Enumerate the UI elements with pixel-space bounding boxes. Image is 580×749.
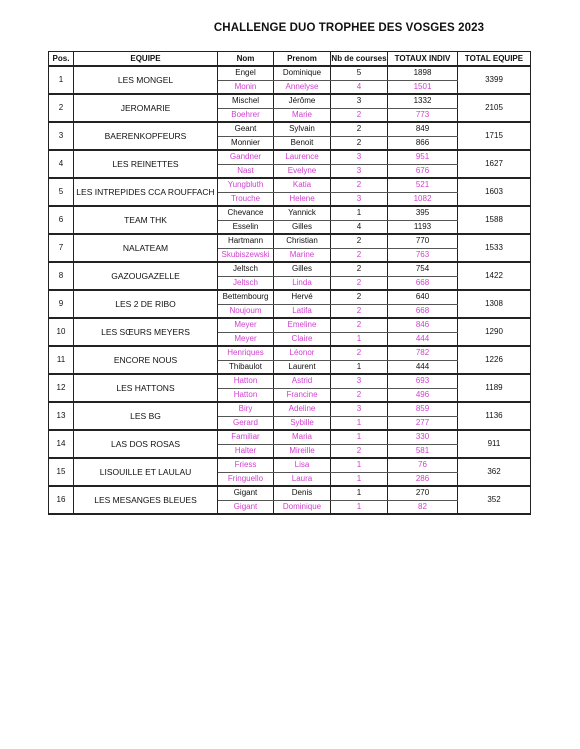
member-lastname: Hatton	[218, 388, 274, 402]
member-total: 676	[388, 164, 458, 178]
table-body	[49, 66, 531, 514]
member-firstname: Maria	[274, 430, 331, 444]
table-row	[49, 430, 531, 444]
member-firstname: Adeline	[274, 402, 331, 416]
header-equipe: EQUIPE	[74, 52, 218, 67]
member-firstname: Katia	[274, 178, 331, 192]
team-position: 11	[49, 346, 74, 374]
ranking-table	[48, 51, 531, 515]
team-total: 1308	[458, 290, 531, 318]
member-lastname: Nast	[218, 164, 274, 178]
member-total: 1898	[388, 66, 458, 80]
member-lastname: Thibaulot	[218, 360, 274, 374]
team-name: LES MONGEL	[74, 66, 218, 94]
member-race-count: 3	[331, 402, 388, 416]
team-position: 12	[49, 374, 74, 402]
member-race-count: 2	[331, 444, 388, 458]
team-total: 1588	[458, 206, 531, 234]
member-lastname: Boehrer	[218, 108, 274, 122]
member-total: 1193	[388, 220, 458, 234]
table-row	[49, 66, 531, 80]
team-name: LES INTREPIDES CCA ROUFFACH	[74, 178, 218, 206]
member-total: 866	[388, 136, 458, 150]
team-total: 1226	[458, 346, 531, 374]
member-lastname: Monnier	[218, 136, 274, 150]
member-total: 763	[388, 248, 458, 262]
member-total: 277	[388, 416, 458, 430]
member-lastname: Skubiszewski	[218, 248, 274, 262]
team-position: 16	[49, 486, 74, 514]
member-total: 581	[388, 444, 458, 458]
header-nb-courses: Nb de courses	[331, 52, 388, 67]
member-lastname: Trouche	[218, 192, 274, 206]
team-total: 1603	[458, 178, 531, 206]
member-lastname: Gerard	[218, 416, 274, 430]
member-firstname: Yannick	[274, 206, 331, 220]
member-race-count: 1	[331, 458, 388, 472]
member-total: 693	[388, 374, 458, 388]
member-race-count: 2	[331, 388, 388, 402]
member-race-count: 1	[331, 486, 388, 500]
team-position: 14	[49, 430, 74, 458]
table-row	[49, 290, 531, 304]
team-position: 4	[49, 150, 74, 178]
member-lastname: Mischel	[218, 94, 274, 108]
member-race-count: 3	[331, 192, 388, 206]
member-race-count: 4	[331, 220, 388, 234]
member-lastname: Gandner	[218, 150, 274, 164]
member-race-count: 2	[331, 234, 388, 248]
member-lastname: Gigant	[218, 486, 274, 500]
table-row	[49, 234, 531, 248]
member-firstname: Christian	[274, 234, 331, 248]
member-total: 846	[388, 318, 458, 332]
member-firstname: Astrid	[274, 374, 331, 388]
member-race-count: 3	[331, 150, 388, 164]
member-race-count: 2	[331, 290, 388, 304]
member-firstname: Mireille	[274, 444, 331, 458]
member-total: 395	[388, 206, 458, 220]
member-lastname: Yungbluth	[218, 178, 274, 192]
team-name: LES REINETTES	[74, 150, 218, 178]
member-lastname: Chevance	[218, 206, 274, 220]
member-race-count: 5	[331, 66, 388, 80]
member-total: 1082	[388, 192, 458, 206]
table-row	[49, 150, 531, 164]
member-firstname: Laurence	[274, 150, 331, 164]
member-lastname: Jeltsch	[218, 276, 274, 290]
member-firstname: Gilles	[274, 262, 331, 276]
header-nom: Nom	[218, 52, 274, 67]
member-firstname: Marine	[274, 248, 331, 262]
team-total: 3399	[458, 66, 531, 94]
member-lastname: Henriques	[218, 346, 274, 360]
member-total: 640	[388, 290, 458, 304]
member-total: 754	[388, 262, 458, 276]
table-row	[49, 458, 531, 472]
member-race-count: 2	[331, 304, 388, 318]
team-total: 362	[458, 458, 531, 486]
member-total: 849	[388, 122, 458, 136]
member-lastname: Hatton	[218, 374, 274, 388]
member-race-count: 2	[331, 108, 388, 122]
team-position: 5	[49, 178, 74, 206]
member-lastname: Noujoum	[218, 304, 274, 318]
member-race-count: 1	[331, 332, 388, 346]
member-race-count: 1	[331, 360, 388, 374]
member-firstname: Evelyne	[274, 164, 331, 178]
team-position: 6	[49, 206, 74, 234]
team-position: 1	[49, 66, 74, 94]
member-firstname: Sylvain	[274, 122, 331, 136]
member-total: 951	[388, 150, 458, 164]
member-race-count: 2	[331, 346, 388, 360]
member-total: 82	[388, 500, 458, 514]
header-total-equipe: TOTAL EQUIPE	[458, 52, 531, 67]
team-total: 1533	[458, 234, 531, 262]
member-race-count: 2	[331, 276, 388, 290]
member-race-count: 2	[331, 262, 388, 276]
team-position: 3	[49, 122, 74, 150]
team-name: LISOUILLE ET LAULAU	[74, 458, 218, 486]
member-firstname: Lisa	[274, 458, 331, 472]
team-position: 15	[49, 458, 74, 486]
table-row	[49, 374, 531, 388]
member-lastname: Hartmann	[218, 234, 274, 248]
team-position: 10	[49, 318, 74, 346]
team-total: 1189	[458, 374, 531, 402]
team-name: LES MESANGES BLEUES	[74, 486, 218, 514]
member-lastname: Meyer	[218, 318, 274, 332]
member-race-count: 3	[331, 374, 388, 388]
member-total: 496	[388, 388, 458, 402]
member-lastname: Esselin	[218, 220, 274, 234]
member-race-count: 4	[331, 80, 388, 94]
member-lastname: Familiar	[218, 430, 274, 444]
member-race-count: 3	[331, 164, 388, 178]
team-position: 2	[49, 94, 74, 122]
member-race-count: 2	[331, 178, 388, 192]
team-total: 1422	[458, 262, 531, 290]
member-lastname: Friess	[218, 458, 274, 472]
member-lastname: Monin	[218, 80, 274, 94]
member-total: 76	[388, 458, 458, 472]
member-firstname: Hervé	[274, 290, 331, 304]
team-position: 8	[49, 262, 74, 290]
member-firstname: Laurent	[274, 360, 331, 374]
team-name: LES SŒURS MEYERS	[74, 318, 218, 346]
team-name: LES 2 DE RIBO	[74, 290, 218, 318]
member-race-count: 2	[331, 318, 388, 332]
member-total: 444	[388, 332, 458, 346]
member-total: 770	[388, 234, 458, 248]
member-lastname: Biry	[218, 402, 274, 416]
member-race-count: 2	[331, 248, 388, 262]
team-total: 1290	[458, 318, 531, 346]
member-race-count: 1	[331, 206, 388, 220]
team-total: 1136	[458, 402, 531, 430]
member-firstname: Claire	[274, 332, 331, 346]
member-firstname: Francine	[274, 388, 331, 402]
team-name: LES BG	[74, 402, 218, 430]
member-total: 1501	[388, 80, 458, 94]
member-firstname: Sybille	[274, 416, 331, 430]
team-total: 911	[458, 430, 531, 458]
team-position: 9	[49, 290, 74, 318]
header-row	[49, 52, 531, 67]
member-total: 1332	[388, 94, 458, 108]
member-total: 286	[388, 472, 458, 486]
member-firstname: Helene	[274, 192, 331, 206]
member-race-count: 1	[331, 416, 388, 430]
member-lastname: Geant	[218, 122, 274, 136]
table-row	[49, 402, 531, 416]
member-firstname: Léonor	[274, 346, 331, 360]
table-row	[49, 178, 531, 192]
member-lastname: Fringuello	[218, 472, 274, 486]
member-firstname: Denis	[274, 486, 331, 500]
team-name: TEAM THK	[74, 206, 218, 234]
member-total: 330	[388, 430, 458, 444]
member-race-count: 1	[331, 430, 388, 444]
team-total: 352	[458, 486, 531, 514]
team-name: ENCORE NOUS	[74, 346, 218, 374]
member-race-count: 1	[331, 500, 388, 514]
team-name: LAS DOS ROSAS	[74, 430, 218, 458]
member-lastname: Gigant	[218, 500, 274, 514]
table-row	[49, 122, 531, 136]
team-name: LES HATTONS	[74, 374, 218, 402]
member-lastname: Jeltsch	[218, 262, 274, 276]
team-name: JEROMARIE	[74, 94, 218, 122]
member-total: 782	[388, 346, 458, 360]
member-firstname: Laura	[274, 472, 331, 486]
member-lastname: Engel	[218, 66, 274, 80]
member-firstname: Marie	[274, 108, 331, 122]
member-firstname: Dominique	[274, 66, 331, 80]
member-total: 668	[388, 276, 458, 290]
table-row	[49, 262, 531, 276]
member-firstname: Annelyse	[274, 80, 331, 94]
header-prenom: Prenom	[274, 52, 331, 67]
member-race-count: 3	[331, 94, 388, 108]
team-position: 7	[49, 234, 74, 262]
member-lastname: Meyer	[218, 332, 274, 346]
member-total: 773	[388, 108, 458, 122]
member-firstname: Linda	[274, 276, 331, 290]
table-row	[49, 346, 531, 360]
team-name: GAZOUGAZELLE	[74, 262, 218, 290]
team-name: NALATEAM	[74, 234, 218, 262]
team-total: 1715	[458, 122, 531, 150]
table-row	[49, 206, 531, 220]
member-firstname: Jérôme	[274, 94, 331, 108]
member-total: 444	[388, 360, 458, 374]
page-title: CHALLENGE DUO TROPHEE DES VOSGES 2023	[213, 22, 485, 34]
team-position: 13	[49, 402, 74, 430]
team-total: 2105	[458, 94, 531, 122]
member-race-count: 2	[331, 122, 388, 136]
member-total: 668	[388, 304, 458, 318]
member-total: 270	[388, 486, 458, 500]
member-firstname: Gilles	[274, 220, 331, 234]
member-lastname: Bettembourg	[218, 290, 274, 304]
member-firstname: Emeline	[274, 318, 331, 332]
table-row	[49, 486, 531, 500]
member-firstname: Latifa	[274, 304, 331, 318]
member-firstname: Benoit	[274, 136, 331, 150]
member-race-count: 1	[331, 472, 388, 486]
table-row	[49, 318, 531, 332]
member-total: 521	[388, 178, 458, 192]
member-total: 859	[388, 402, 458, 416]
team-total: 1627	[458, 150, 531, 178]
table-row	[49, 94, 531, 108]
member-lastname: Halter	[218, 444, 274, 458]
header-totaux-indiv: TOTAUX INDIV	[388, 52, 458, 67]
header-pos: Pos.	[49, 52, 74, 67]
team-name: BAERENKOPFEURS	[74, 122, 218, 150]
member-firstname: Dominique	[274, 500, 331, 514]
member-race-count: 2	[331, 136, 388, 150]
